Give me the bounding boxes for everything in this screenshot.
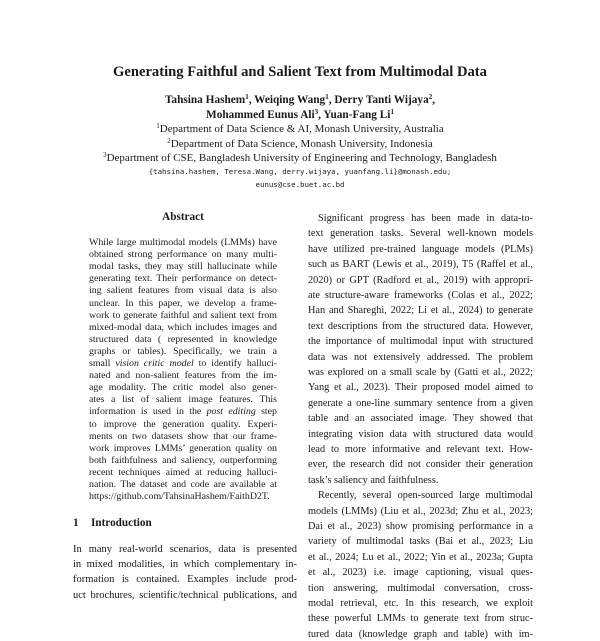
text-line: graphs or tables). Specifically, we train a — [89, 345, 277, 357]
text-line: work improves LMMs’ generation quality on — [89, 442, 277, 454]
affiliation: $^2$Department of Data Science, Monash University, Indonesia — [167, 137, 433, 150]
text-line: In many real-world scenarios, data is presented — [73, 544, 297, 555]
text-line: formation is contained. Examples include prod- — [73, 574, 297, 586]
text-line: was explored on a small scale by (Gatti et al., 2022; — [308, 367, 533, 378]
text-line: Han and Shareghi, 2022; Li et al., 2024) to generate — [308, 305, 533, 317]
text-line: Significant progress has been made in data-to- — [318, 213, 533, 224]
text-line: ates a list of salient image features. This — [89, 394, 277, 406]
author-affil-sup: 3 — [314, 108, 319, 116]
author-affil-sup: 1 — [390, 108, 394, 116]
affiliation: $^1$Department of Data Science & AI, Monash University, Australia — [156, 122, 444, 135]
author-email-link[interactable]: eunus@cse.buet.ac.bd — [255, 180, 345, 189]
author-name: Mohammed Eunus Ali — [206, 109, 315, 121]
text-line: integrating vision data with structured data would — [308, 428, 533, 440]
text-line: mixed-modal data, which includes images and — [89, 321, 277, 333]
text-line: uct brochures, scientific/technical publications, and — [73, 589, 297, 601]
text-line: modal retrieval, etc. In this research, we exploit — [308, 598, 533, 609]
text-line: et al., 2024; Lu et al., 2022; Yin et al., 2023a; Gupta — [308, 551, 533, 563]
text-line: ing salient features from visual data is also — [89, 285, 277, 297]
author-name: Weiqing Wang — [254, 94, 326, 106]
text-line: text descriptions from the structured data. However, — [308, 320, 533, 332]
text-line: work to generate faithful and salient text from — [89, 309, 277, 321]
author-affil-sup: 1 — [325, 93, 329, 101]
text-line: models (LMMs) (Liu et al., 2023d; Zhu et al., 2023; — [308, 505, 533, 517]
text-line: information is used in the post editing step — [89, 406, 277, 418]
text-line: nation. The dataset and code are available at — [89, 479, 277, 490]
abstract-heading: Abstract — [162, 211, 204, 223]
text-line: Yang et al., 2023). Their proposed model aimed to — [308, 382, 533, 394]
text-line: generate a one-line summary sentence from a given — [308, 397, 533, 409]
text-line: nated and non-salient features from the im- — [89, 370, 277, 382]
text-line: ever, the research did not consider their generation — [308, 459, 533, 471]
text-line: 2020) or GPT (Radford et al., 2019) with appropri- — [308, 274, 533, 286]
paper-title: Generating Faithful and Salient Text from Multimodal Data — [113, 64, 487, 80]
text-line: generating text. Their performance on detect- — [89, 273, 277, 285]
text-line: both faithfulness and saliency, outperforming — [89, 454, 277, 466]
text-line: these powerful LMMs to generate text from struc- — [308, 613, 533, 625]
author-affil-sup: 1 — [245, 93, 249, 101]
text-line: recent techniques aimed at reducing halluci- — [89, 466, 277, 478]
text-line: have utilized pre-trained language models (PLMs) — [308, 243, 533, 255]
text-line: data was not extensively addressed. The problem — [308, 351, 533, 363]
author-line-2: Mohammed Eunus Ali$^3$, Yuan-Fang Li$^1$ — [206, 108, 394, 121]
text-line: While large multimodal models (LMMs) have — [89, 237, 277, 248]
text-line: the importance of multimodal input with structured — [308, 336, 533, 348]
author-line-1: Tahsina Hashem$^1$, Weiqing Wang$^1$, Derry Tanti Wijaya$^2$, — [164, 93, 436, 106]
introduction-heading — [73, 517, 152, 529]
text-line: modal tasks, they may still hallucinate while — [89, 261, 277, 273]
text-line: text generation tasks. Several well-known models — [308, 228, 533, 240]
text-line: table and an associated image. They showed that — [308, 413, 533, 425]
author-name: Yuan-Fang Li — [323, 109, 391, 121]
text-line: in mixed modalities, in which complementary in- — [73, 559, 297, 571]
text-line: obtained strong performance on many multi- — [89, 249, 277, 261]
text-line: ments on two datasets show that our frame- — [89, 430, 277, 442]
text-line: Dai et al., 2023) show promising performance in a — [308, 521, 533, 532]
text-line: to improve the generation quality. Experi- — [89, 418, 277, 430]
text-line: https://github.com/TahsinaHashem/FaithD2T. — [89, 491, 270, 503]
text-line: task’s saliency and faithfulness. — [308, 474, 439, 486]
section-number: 1 — [73, 517, 79, 529]
text-line: age modality. The critic model also gener- — [89, 382, 277, 394]
text-line: et al., 2023) i.e. image captioning, visual ques- — [308, 567, 533, 579]
author-name: Tahsina Hashem — [164, 94, 246, 106]
text-line: ate structure-aware frameworks (Colas et al., 2022; — [308, 290, 533, 301]
author-affil-sup: 2 — [428, 93, 433, 101]
author-name: Derry Tanti Wijaya — [334, 94, 429, 106]
text-line: Recently, several open-sourced large multimodal — [318, 490, 533, 502]
text-line: small vision critic model to identify halluci- — [89, 358, 277, 369]
text-line: variety of multimodal tasks (Bai et al., 2023; Liu — [308, 536, 533, 548]
author-emails: {tahsina.hashem, Teresa.Wang, derry.wijaya, yuanfang.li}@monash.edu; — [148, 167, 452, 176]
section-title: Introduction — [91, 517, 152, 529]
text-line: tured data (knowledge graph and table) with im- — [308, 628, 533, 640]
text-line: tion answering, multimodal conversation, cross- — [308, 582, 533, 594]
text-line: structured data ( represented in knowledge — [89, 333, 277, 345]
affiliation: $^3$Department of CSE, Bangladesh University of Engineering and Technology, Bangladesh — [103, 151, 497, 164]
text-line: lead to more informative and relevant text. How- — [308, 444, 533, 455]
text-line: unclear. In this paper, we develop a frame- — [89, 297, 277, 309]
text-line: such as BART (Lewis et al., 2019), T5 (Raffel et al., — [308, 259, 533, 271]
